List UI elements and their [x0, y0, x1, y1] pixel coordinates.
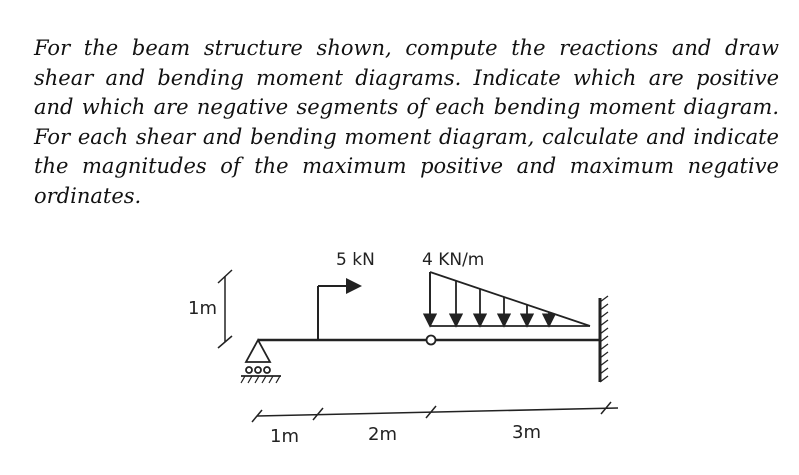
point-load-label: 5 kN: [336, 250, 375, 270]
fixed-support: [600, 296, 608, 382]
height-dimension: [218, 270, 232, 348]
height-dimension-label: 1m: [188, 298, 217, 319]
span3-label: 3m: [512, 422, 541, 443]
distributed-load: [430, 272, 590, 326]
span1-label: 1m: [270, 426, 299, 447]
problem-statement: For the beam structure shown, compute the reactions and draw shear and bending moment diagrams. Indicate which are positive and which are negative segments of each bending moment diagram. For each shear and bending moment diagram, calculate and indicate the magnitudes of the maximum positive and maximum negative ordinates.: [34, 36, 779, 208]
roller-support: [241, 340, 281, 383]
hinge-icon: [427, 336, 436, 345]
post-with-point-load: [318, 286, 360, 340]
span2-label: 2m: [368, 424, 397, 445]
span-dimension: [252, 402, 618, 422]
distributed-load-label: 4 KN/m: [422, 250, 485, 270]
